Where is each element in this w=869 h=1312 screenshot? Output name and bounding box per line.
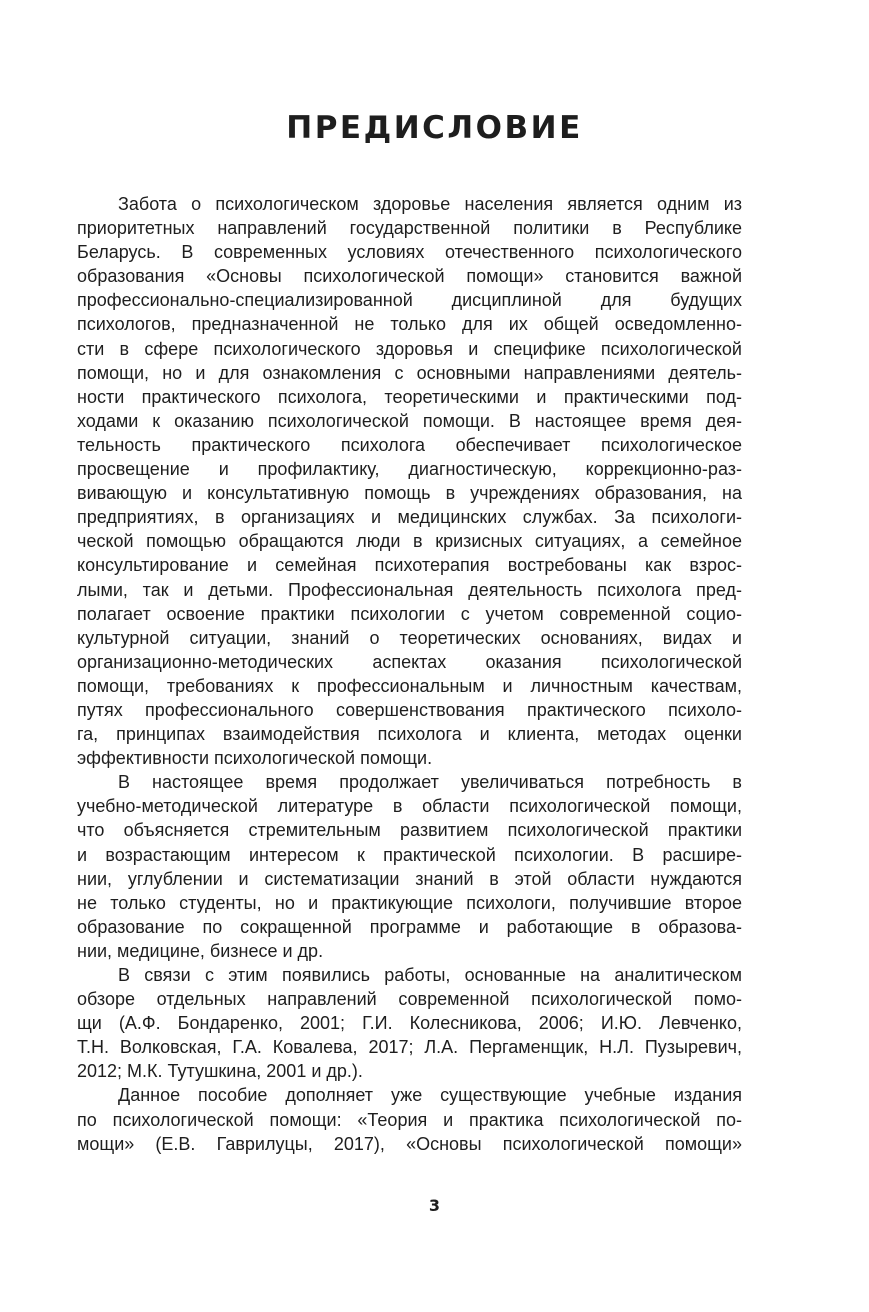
text-line: образование по сокращенной программе и работающие в образова- [77, 916, 742, 937]
text-line: га, принципах взаимодействия психолога и клиента, методах оценки [77, 724, 742, 745]
text-line: Беларусь. В современных условиях отечественного психологического [77, 242, 742, 263]
text-line: ности практического психолога, теоретическими и практическими под- [77, 386, 742, 407]
text-line: не только студенты, но и практикующие психологи, получившие второе [77, 892, 742, 913]
text-line: эффективности психологической помощи. [77, 748, 433, 769]
text-line: по психологической помощи: «Теория и практика психологической по- [77, 1109, 742, 1130]
text-line: вивающую и консультативную помощь в учреждениях образования, на [77, 483, 742, 504]
text-line: консультирование и семейная психотерапия востребованы как взрос- [77, 555, 742, 576]
text-line: культурной ситуации, знаний о теоретических основаниях, видах и [77, 627, 742, 648]
text-line: сти в сфере психологического здоровья и специфике психологической [77, 338, 742, 359]
text-line: 2012; М.К. Тутушкина, 2001 и др.). [77, 1061, 363, 1082]
text-line: профессионально-специализированной дисциплиной для будущих [77, 290, 742, 311]
page-title: ПРЕДИСЛОВИЕ [286, 110, 583, 146]
text-line: ческой помощью обращаются люди в кризисных ситуациях, а семейное [77, 531, 742, 552]
text-line: помощи, требованиях к профессиональным и личностным качествам, [77, 675, 742, 696]
text-line: путях профессионального совершенствования практического психоло- [77, 699, 742, 720]
text-line: учебно-методической литературе в области психологической помощи, [77, 796, 742, 817]
text-line: помощи, но и для ознакомления с основными направлениями деятель- [77, 362, 742, 383]
text-line: щи (А.Ф. Бондаренко, 2001; Г.И. Колесникова, 2006; И.Ю. Левченко, [77, 1013, 742, 1034]
body-text [77, 192, 742, 1156]
paragraph [77, 963, 742, 1083]
paragraph [77, 192, 742, 770]
text-line: предприятиях, в организациях и медицинских службах. За психологи- [77, 507, 742, 528]
text-line: тельность практического психолога обеспечивает психологическое [77, 434, 742, 455]
page-number: 3 [428, 1196, 441, 1215]
text-line: нии, медицине, бизнесе и др. [77, 940, 324, 961]
text-line: что объясняется стремительным развитием психологической практики [77, 820, 742, 841]
paragraph [77, 1083, 742, 1155]
text-line: В связи с этим появились работы, основанные на аналитическом [118, 965, 742, 985]
text-line: Забота о психологическом здоровье населения является одним из [118, 194, 742, 214]
text-line: и возрастающим интересом к практической психологии. В расшире- [77, 844, 742, 865]
text-line: нии, углублении и систематизации знаний в этой области нуждаются [77, 868, 742, 889]
text-line: психологов, предназначенной не только для их общей осведомленно- [77, 314, 742, 335]
text-line: полагает освоение практики психологии с учетом современной социо- [77, 603, 742, 624]
text-line: В настоящее время продолжает увеличиваться потребность в [118, 772, 742, 793]
text-line: приоритетных направлений государственной политики в Республике [77, 218, 742, 239]
text-line: ходами к оказанию психологической помощи. В настоящее время дея- [77, 410, 742, 431]
text-line: лыми, так и детьми. Профессиональная деятельность психолога пред- [77, 579, 742, 600]
text-line: образования «Основы психологической помощи» становится важной [77, 266, 742, 287]
text-line: организационно-методических аспектах оказания психологической [77, 651, 742, 672]
text-line: просвещение и профилактику, диагностическую, коррекционно-раз- [77, 459, 742, 480]
text-line: Т.Н. Волковская, Г.А. Ковалева, 2017; Л.А. Пергаменщик, Н.Л. Пузыревич, [77, 1037, 742, 1058]
text-line: мощи» (Е.В. Гаврилуцы, 2017), «Основы психологической помощи» [77, 1133, 742, 1154]
text-line: обзоре отдельных направлений современной психологической помо- [77, 989, 742, 1010]
paragraph [77, 770, 742, 963]
text-line: Данное пособие дополняет уже существующие учебные издания [118, 1085, 742, 1106]
